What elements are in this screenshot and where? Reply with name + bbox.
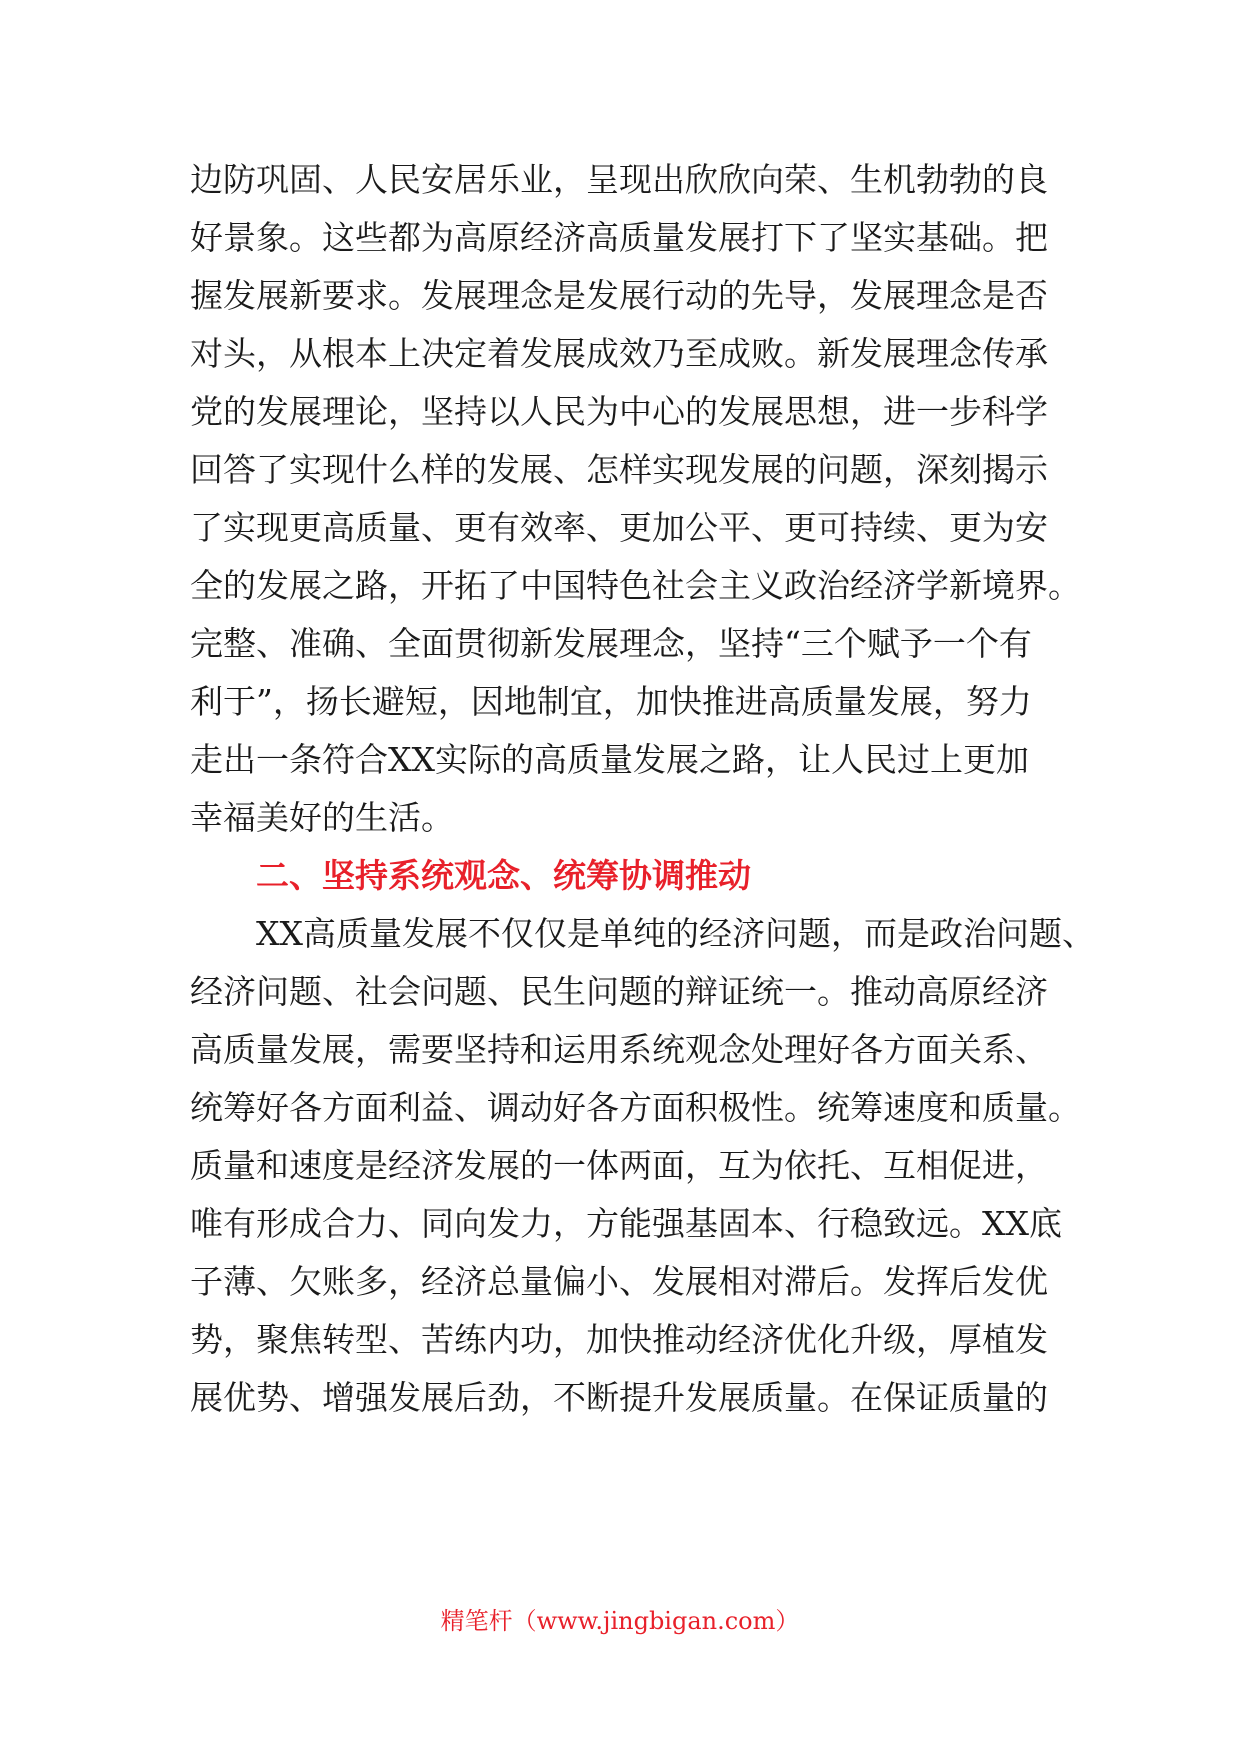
paragraph-line: 高质量发展，需要坚持和运用系统观念处理好各方面关系、: [190, 1030, 1048, 1069]
paragraph-line: 质量和速度是经济发展的一体两面，互为依托、互相促进，: [190, 1146, 1048, 1185]
paragraph-line: 利于”，扬长避短，因地制宜，加快推进高质量发展，努力: [190, 682, 1032, 721]
paragraph-line: 经济问题、社会问题、民生问题的辩证统一。推动高原经济: [190, 972, 1048, 1011]
paragraph-line: 党的发展理论，坚持以人民为中心的发展思想，进一步科学: [190, 392, 1048, 431]
paragraph-line: 幸福美好的生活。: [190, 798, 454, 837]
paragraph-line: 展优势、增强发展后劲，不断提升发展质量。在保证质量的: [190, 1378, 1048, 1417]
paragraph-line: 统筹好各方面利益、调动好各方面积极性。统筹速度和质量。: [190, 1088, 1081, 1127]
paragraph-line: 势，聚焦转型、苦练内功，加快推动经济优化升级，厚植发: [190, 1320, 1048, 1359]
paragraph-line: XX高质量发展不仅仅是单纯的经济问题，而是政治问题、: [256, 914, 1095, 953]
paragraph-line: 走出一条符合XX实际的高质量发展之路，让人民过上更加: [190, 740, 1029, 779]
paragraph-line: 唯有形成合力、同向发力，方能强基固本、行稳致远。XX底: [190, 1204, 1062, 1243]
footer-watermark: 精笔杆（www.jingbigan.com）: [440, 1607, 800, 1635]
paragraph-line: 好景象。这些都为高原经济高质量发展打下了坚实基础。把: [190, 218, 1048, 257]
paragraph-line: 了实现更高质量、更有效率、更加公平、更可持续、更为安: [190, 508, 1048, 547]
section-heading: 二、坚持系统观念、统筹协调推动: [256, 856, 751, 895]
paragraph-line: 完整、准确、全面贯彻新发展理念，坚持“三个赋予一个有: [190, 624, 1032, 663]
paragraph-line: 握发展新要求。发展理念是发展行动的先导，发展理念是否: [190, 276, 1048, 315]
paragraph-line: 边防巩固、人民安居乐业，呈现出欣欣向荣、生机勃勃的良: [190, 160, 1048, 199]
paragraph-line: 回答了实现什么样的发展、怎样实现发展的问题，深刻揭示: [190, 450, 1048, 489]
paragraph-line: 全的发展之路，开拓了中国特色社会主义政治经济学新境界。: [190, 566, 1081, 605]
paragraph-line: 子薄、欠账多，经济总量偏小、发展相对滞后。发挥后发优: [190, 1262, 1048, 1301]
paragraph-line: 对头，从根本上决定着发展成效乃至成败。新发展理念传承: [190, 334, 1048, 373]
